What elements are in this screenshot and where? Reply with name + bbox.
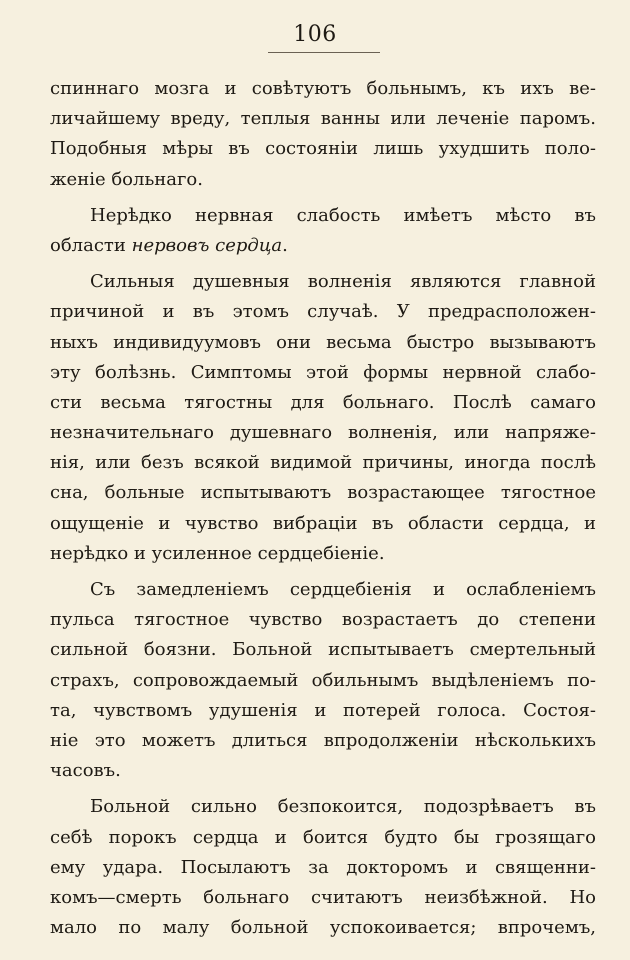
text-line: страхъ, сопровождаемый обильнымъ выдѣленіемъ по- <box>50 669 596 691</box>
text-line: мало по малу больной успокоивается; впрочемъ, <box>50 917 596 939</box>
text-line: женіе больнаго. <box>50 168 203 190</box>
text-line: сти весьма тягостны для больнаго. Послѣ самаго <box>50 391 596 413</box>
text-line: Нерѣдко нервная слабость имѣетъ мѣсто въ <box>90 204 596 226</box>
page-number: 106 <box>293 22 337 47</box>
text-line: незначительнаго душевнаго волненія, или напряже- <box>50 422 596 444</box>
header-rule <box>268 52 380 53</box>
text-line: сильной боязни. Больной испытываетъ смертельный <box>50 639 596 661</box>
page-body <box>50 74 596 943</box>
text-line: та, чувствомъ удушенія и потерей голоса. Состоя- <box>50 699 596 721</box>
text-line: Больной сильно безпокоится, подозрѣваетъ въ <box>90 796 596 818</box>
text-run: области <box>50 234 132 256</box>
text-line: нерѣдко и усиленное сердцебіеніе. <box>50 542 385 564</box>
text-line: спиннаго мозга и совѣтуютъ больнымъ, къ ихъ ве- <box>50 78 596 99</box>
text-line: эту болѣзнь. Симптомы этой формы нервной слабо- <box>50 361 596 383</box>
text-line: ощущеніе и чувство вибраціи въ области сердца, и <box>50 512 596 534</box>
text-line: пульса тягостное чувство возрастаетъ до степени <box>50 609 596 631</box>
text-line: причиной и въ этомъ случаѣ. У предрасположен- <box>50 301 596 323</box>
text-line: себѣ порокъ сердца и боится будто бы грозящаго <box>50 826 596 848</box>
text-line: сна, больные испытываютъ возрастающее тягостное <box>50 482 596 504</box>
text-line: часовъ. <box>50 760 121 782</box>
text-line: Подобныя мѣры въ состояніи лишь ухудшить поло- <box>50 138 596 160</box>
text-line: ему удара. Посылаютъ за докторомъ и священни- <box>50 856 596 878</box>
text-line: нія, или безъ всякой видимой причины, иногда послѣ <box>50 452 596 474</box>
text-line: личайшему вреду, теплыя ванны или леченіе паромъ. <box>50 108 596 130</box>
text-run: . <box>282 234 288 256</box>
text-line <box>50 231 596 261</box>
italic-term: нервовъ сердца <box>131 234 283 256</box>
text-line: ныхъ индивидуумовъ они весьма быстро вызываютъ <box>50 331 596 353</box>
text-line: Сильныя душевныя волненія являются главной <box>90 271 596 293</box>
text-line: ніе это можетъ длиться впродолженіи нѣсколькихъ <box>50 729 596 751</box>
text-line: Съ замедленіемъ сердцебіенія и ослабленіемъ <box>90 579 596 600</box>
text-line: комъ—смерть больнаго считаютъ неизбѣжной. Но <box>50 886 596 908</box>
